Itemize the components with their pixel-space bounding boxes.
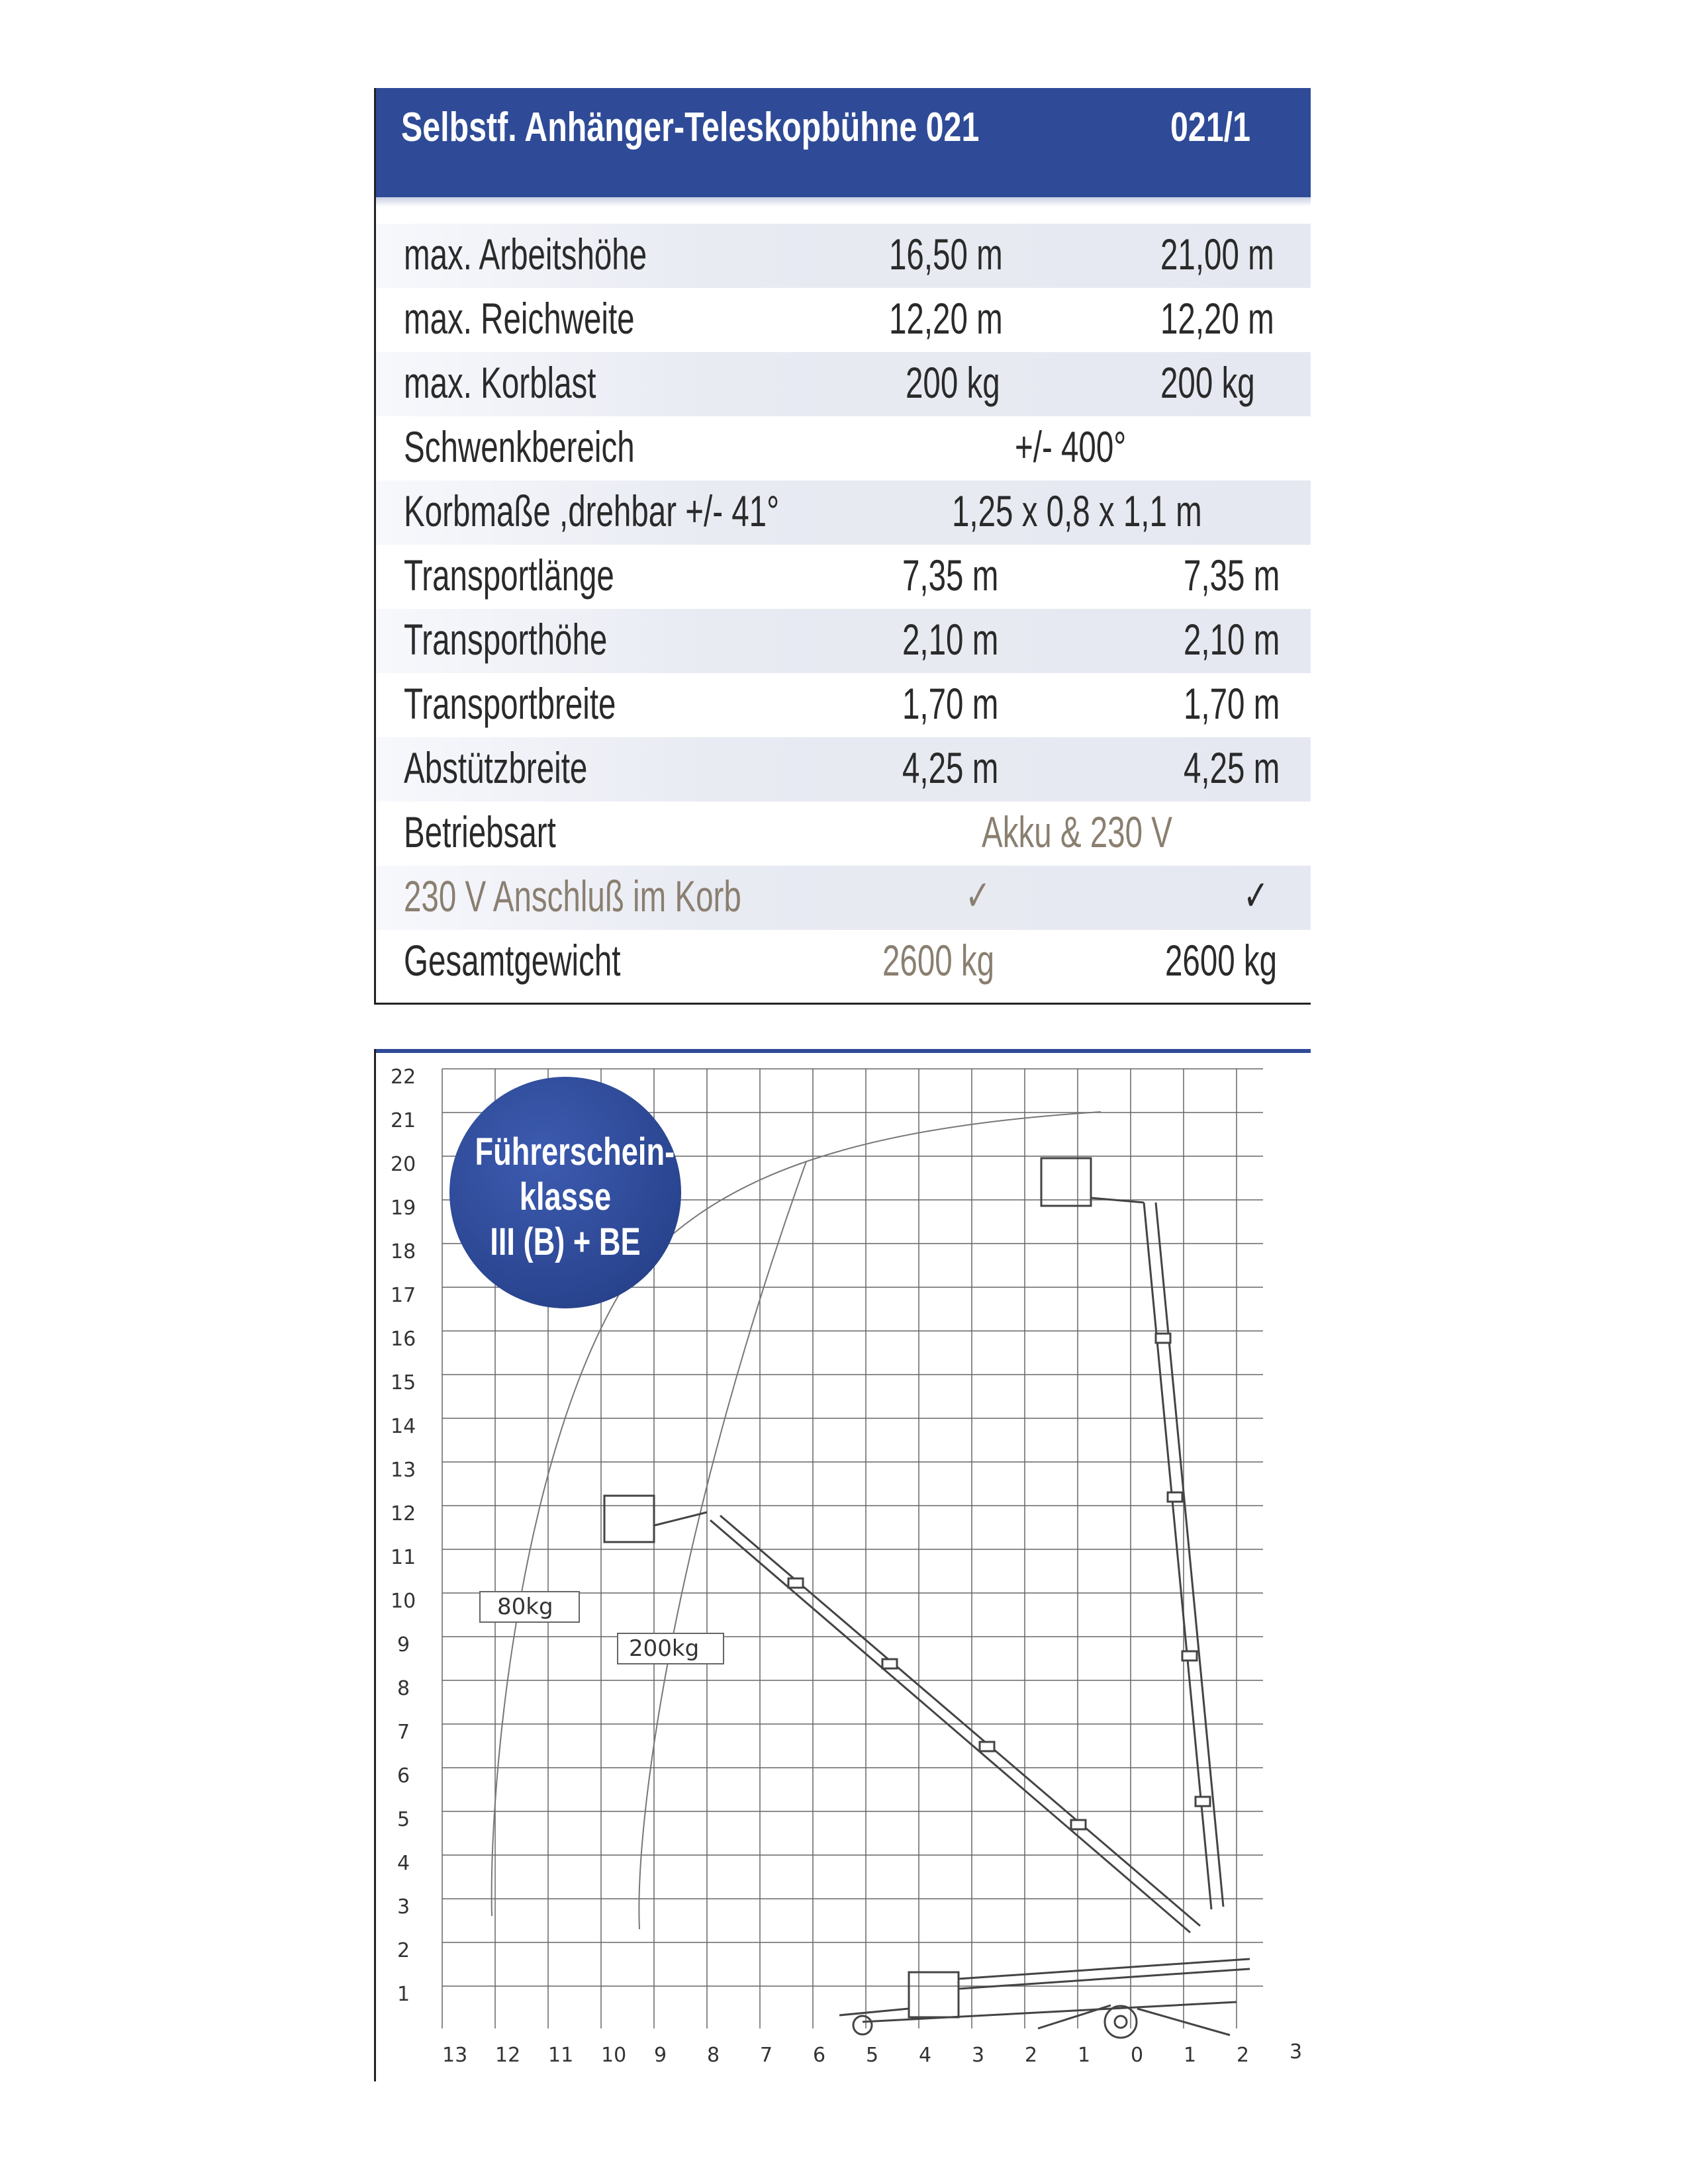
y-axis-number: 11 [391, 1546, 416, 1569]
spec-label: Transportbreite [404, 679, 616, 728]
boom-inclined [604, 1496, 1200, 1933]
x-axis-number: 0 [1131, 2044, 1144, 2067]
x-axis-number: 12 [495, 2044, 521, 2067]
y-axis-number: 8 [397, 1677, 410, 1700]
spec-label: 230 V Anschluß im Korb [404, 872, 741, 921]
spec-label: Schwenkbereich [404, 422, 635, 471]
y-axis-number: 9 [397, 1633, 410, 1657]
x-axis-number: 6 [813, 2044, 826, 2067]
y-axis-number: 1 [397, 1983, 410, 2006]
spec-value-021-1: 12,20 m [1160, 294, 1274, 343]
spec-value-021-1: 21,00 m [1160, 230, 1274, 279]
spec-value-021: 1,70 m [902, 679, 999, 728]
check-icon: ✓ [965, 872, 991, 919]
y-axis-number: 10 [391, 1590, 416, 1613]
spec-row [376, 801, 1311, 866]
y-axis-number: 19 [391, 1197, 416, 1220]
badge-line-2: klasse [519, 1175, 612, 1218]
y-axis [391, 1066, 416, 2006]
y-axis-number: 14 [391, 1415, 416, 1438]
spec-row [376, 609, 1311, 673]
y-axis-number: 16 [391, 1328, 416, 1351]
spec-row [376, 866, 1311, 930]
spec-label: Korbmaße ,drehbar +/- 41° [404, 486, 780, 535]
spec-sheet [374, 88, 1311, 1005]
spec-value-021-1: 7,35 m [1184, 551, 1280, 600]
header-divider [376, 197, 1311, 206]
badge-line-3: III (B) + BE [490, 1220, 641, 1263]
x-axis-number: 3 [972, 2044, 985, 2067]
spec-row [376, 416, 1311, 480]
badge-line-1: Führerschein- [475, 1130, 675, 1173]
spec-value-021-1: 200 kg [1160, 358, 1255, 407]
y-axis-number: 5 [397, 1808, 410, 1831]
spec-value-021: 2,10 m [902, 615, 999, 664]
spec-label: Gesamtgewicht [404, 936, 621, 985]
y-axis-number: 15 [391, 1371, 416, 1394]
x-axis-number: 3 [1289, 2040, 1303, 2064]
spec-row [376, 673, 1311, 737]
y-axis-number: 21 [391, 1109, 416, 1132]
spec-label: Abstützbreite [404, 743, 588, 792]
y-axis-number: 3 [397, 1895, 410, 1919]
x-axis-number: 4 [919, 2044, 932, 2067]
x-axis-number: 9 [654, 2044, 667, 2067]
x-axis-number: 7 [760, 2044, 773, 2067]
spec-value-021: 12,20 m [889, 294, 1003, 343]
x-axis-number: 2 [1237, 2044, 1250, 2067]
spec-value-021-1: 4,25 m [1184, 743, 1280, 792]
spec-row [376, 737, 1311, 801]
spec-value-shared: 1,25 x 0,8 x 1,1 m [952, 486, 1202, 535]
x-axis-number: 2 [1025, 2044, 1038, 2067]
x-axis-number: 11 [548, 2044, 574, 2067]
x-axis-number: 10 [601, 2044, 627, 2067]
spec-value-021-1: 1,70 m [1184, 679, 1280, 728]
spec-value-shared: Akku & 230 V [982, 807, 1172, 856]
spec-value-021: 200 kg [906, 358, 1000, 407]
spec-value-021: 4,25 m [902, 743, 999, 792]
y-axis-number: 2 [397, 1939, 410, 1962]
product-title: Selbstf. Anhänger-Teleskopbühne 021 [401, 105, 980, 150]
label-200kg: 200kg [629, 1635, 700, 1662]
spec-row [376, 480, 1311, 545]
spec-label: max. Reichweite [404, 294, 635, 343]
y-axis-number: 18 [391, 1240, 416, 1263]
spec-label: Transportlänge [404, 551, 614, 600]
load-curve-200kg [639, 1161, 806, 1929]
spec-value-021-1: 2,10 m [1184, 615, 1280, 664]
x-axis-number: 5 [866, 2044, 879, 2067]
spec-row [376, 545, 1311, 609]
spec-row [376, 288, 1311, 352]
y-axis-number: 4 [397, 1852, 410, 1875]
y-axis-number: 22 [391, 1066, 416, 1089]
spec-row [376, 930, 1311, 994]
spec-label: Transporthöhe [404, 615, 608, 664]
spec-label: Betriebsart [404, 807, 556, 856]
spec-label: max. Korblast [404, 358, 596, 407]
licence-class-badge [449, 1077, 681, 1308]
y-axis-number: 6 [397, 1764, 410, 1788]
x-axis [442, 2040, 1302, 2067]
x-axis-number: 1 [1184, 2044, 1197, 2067]
x-axis-number: 8 [707, 2044, 720, 2067]
y-axis-number: 12 [391, 1502, 416, 1525]
x-axis-number: 1 [1078, 2044, 1091, 2067]
spec-row [376, 352, 1311, 416]
trailer-vehicle [839, 1959, 1250, 2038]
spec-value-021: 7,35 m [902, 551, 999, 600]
y-axis-number: 20 [391, 1153, 416, 1176]
working-range-diagram [374, 1049, 1311, 2081]
x-axis-number: 13 [442, 2044, 468, 2067]
check-icon: ✓ [1243, 872, 1269, 919]
spec-row [376, 224, 1311, 288]
spec-value-021-1: 2600 kg [1165, 936, 1278, 985]
spec-value-021: 2600 kg [882, 936, 995, 985]
spec-value-021: 16,50 m [889, 230, 1003, 279]
header-bar [376, 88, 1311, 197]
y-axis-number: 7 [397, 1721, 410, 1744]
spec-label: max. Arbeitshöhe [404, 230, 647, 279]
label-80kg: 80kg [497, 1594, 553, 1620]
y-axis-number: 17 [391, 1284, 416, 1307]
y-axis-number: 13 [391, 1459, 416, 1482]
spec-value-shared: +/- 400° [1015, 422, 1127, 471]
boom-vertical [1041, 1158, 1223, 1909]
model-variant: 021/1 [1170, 105, 1251, 150]
